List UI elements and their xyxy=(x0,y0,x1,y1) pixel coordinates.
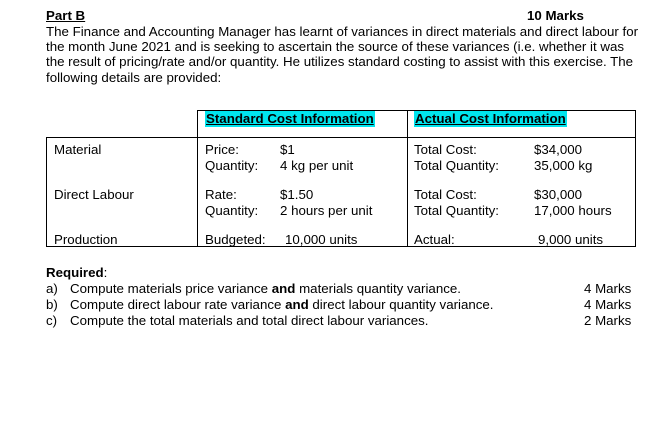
required-item-b: b) Compute direct labour rate variance and direct labour quantity variance. xyxy=(46,297,494,312)
table-divider-2 xyxy=(407,110,408,247)
required-item-c-marks: 2 Marks xyxy=(584,313,632,328)
table-divider-1 xyxy=(197,110,198,247)
material-total-qty-value: 35,000 kg xyxy=(534,158,593,173)
total-marks: 10 Marks xyxy=(527,8,584,23)
standard-cost-header: Standard Cost Information xyxy=(206,111,374,126)
row-label-production: Production xyxy=(54,232,118,247)
labour-qty-key: Quantity: xyxy=(205,203,259,218)
item-letter: c) xyxy=(46,313,58,328)
production-actual-value: 9,000 units xyxy=(538,232,604,247)
labour-total-cost-value: $30,000 xyxy=(534,187,583,202)
actual-cost-header: Actual Cost Information xyxy=(415,111,566,126)
required-item-a-marks: 4 Marks xyxy=(584,281,632,296)
labour-total-qty-value: 17,000 hours xyxy=(534,203,612,218)
material-price-value: $1 xyxy=(280,142,295,157)
material-qty-key: Quantity: xyxy=(205,158,259,173)
item-letter: a) xyxy=(46,281,58,296)
material-total-cost-key: Total Cost: xyxy=(414,142,477,157)
material-price-key: Price: xyxy=(205,142,239,157)
labour-qty-value: 2 hours per unit xyxy=(280,203,373,218)
material-total-qty-key: Total Quantity: xyxy=(414,158,499,173)
required-item-a: a) Compute materials price variance and materials quantity variance. xyxy=(46,281,461,296)
row-label-material: Material xyxy=(54,142,102,157)
table-right-border xyxy=(635,110,636,247)
intro-paragraph: The Finance and Accounting Manager has learnt of variances in direct materials and direct labour for the month June 2021 and is seeking to ascertain the source of these variances (i.e. whether it was the result of pricing/rate and/or quantity. He utilizes standard costing to assist with this exercise. The following details are provided: xyxy=(46,24,639,85)
item-letter: b) xyxy=(46,297,58,312)
labour-total-cost-key: Total Cost: xyxy=(414,187,477,202)
table-left-border xyxy=(46,137,47,247)
required-item-c: c) Compute the total materials and total direct labour variances. xyxy=(46,313,429,328)
production-budgeted-value: 10,000 units xyxy=(285,232,358,247)
labour-total-qty-key: Total Quantity: xyxy=(414,203,499,218)
required-item-b-marks: 4 Marks xyxy=(584,297,632,312)
row-label-direct-labour: Direct Labour xyxy=(54,187,134,202)
production-budgeted-key: Budgeted: xyxy=(205,232,266,247)
material-total-cost-value: $34,000 xyxy=(534,142,583,157)
production-actual-key: Actual: xyxy=(414,232,455,247)
labour-rate-key: Rate: xyxy=(205,187,237,202)
labour-rate-value: $1.50 xyxy=(280,187,314,202)
required-heading: Required: xyxy=(46,265,108,280)
material-qty-value: 4 kg per unit xyxy=(280,158,354,173)
table-top-border xyxy=(46,137,636,138)
part-title: Part B xyxy=(46,8,86,23)
